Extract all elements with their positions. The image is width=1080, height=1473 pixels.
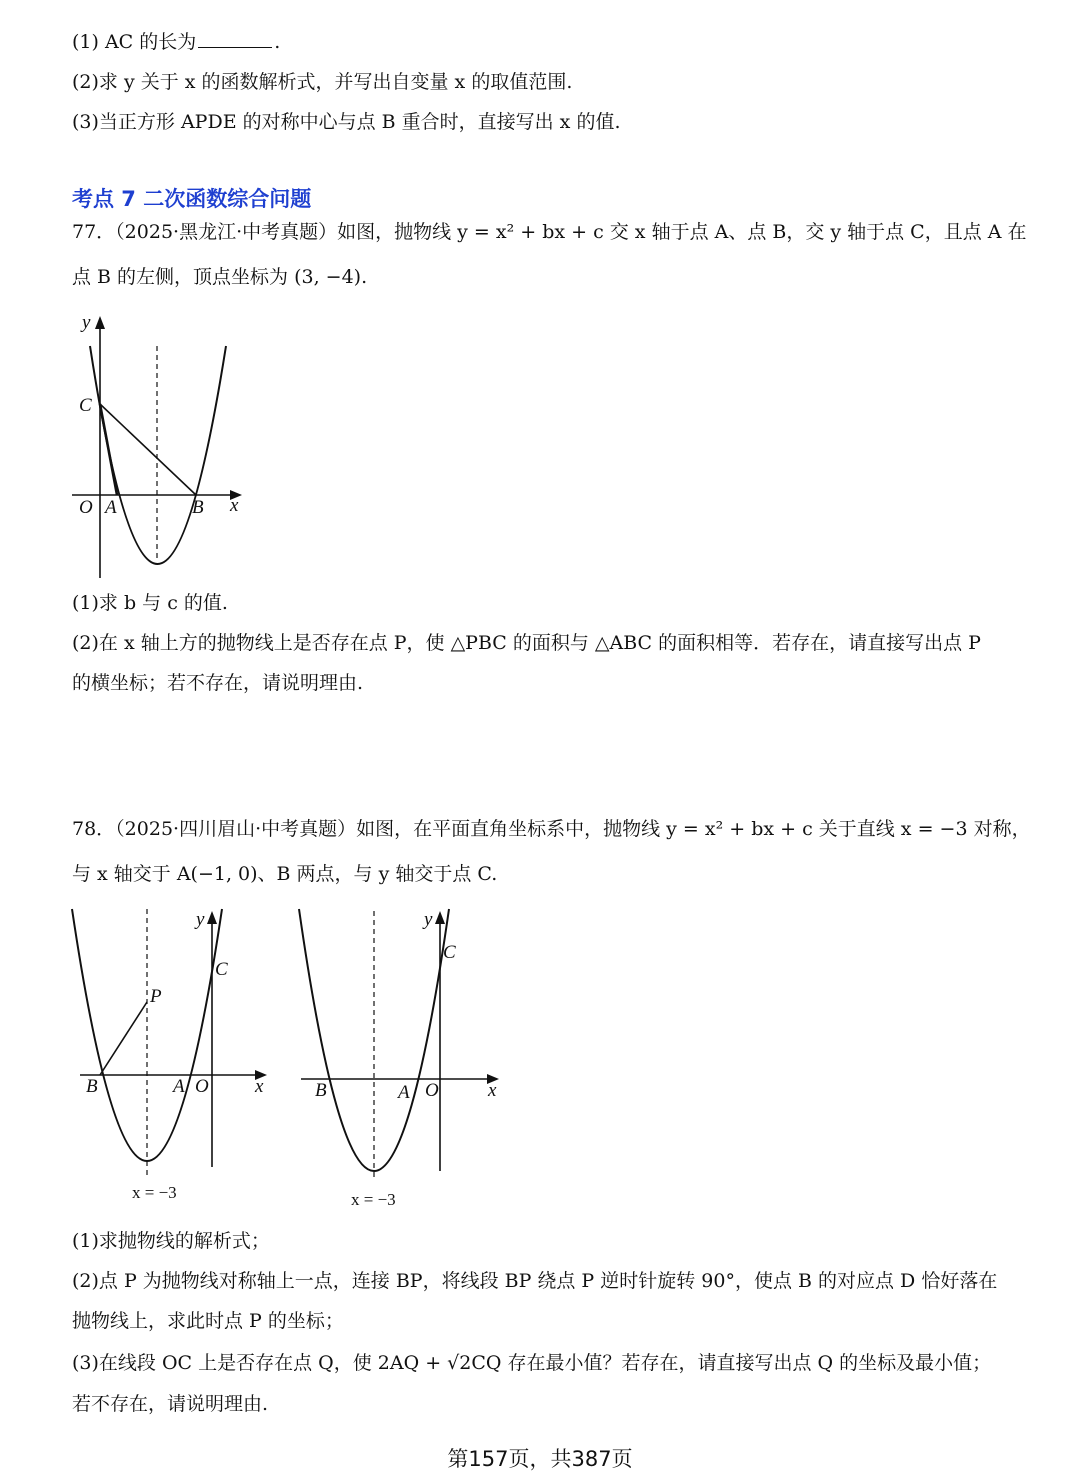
p78-figure-1 (70, 905, 280, 1205)
p78f2-label-A: A (398, 1082, 410, 1103)
p78f2-label-axis: x = −3 (351, 1190, 396, 1209)
p77-stem-line1: 77．（2025·黑龙江·中考真题）如图，抛物线 y = x² + bx + c 交 x 轴于点 A、点 B，交 y 轴于点 C，且点 A 在 (72, 221, 1027, 243)
p78f2-label-y: y (424, 909, 433, 930)
p78f1-label-C: C (215, 959, 228, 980)
p78f1-label-B: B (86, 1076, 98, 1097)
p78-stem-line1: 78．（2025·四川眉山·中考真题）如图，在平面直角坐标系中，抛物线 y = x² + bx + c 关于直线 x = −3 对称， (72, 818, 1031, 840)
section-heading: 考点 7 二次函数综合问题 (72, 187, 312, 211)
p78-q2-line2: 抛物线上，求此时点 P 的坐标； (72, 1310, 344, 1332)
p78f1-y-axis-arrow (207, 911, 217, 924)
p77-label-x: x (230, 495, 239, 516)
p78-stem-line2: 与 x 轴交于 A(−1, 0)、B 两点，与 y 轴交于点 C. (72, 863, 498, 885)
p78-q2-line1: (2)点 P 为抛物线对称轴上一点，连接 BP，将线段 BP 绕点 P 逆时针旋转 90°，使点 B 的对应点 D 恰好落在 (72, 1270, 998, 1292)
p78f1-segment-BP (100, 1002, 147, 1075)
p78f1-label-O: O (195, 1076, 209, 1097)
p78f1-label-y: y (196, 909, 205, 930)
p78f2-label-O: O (425, 1080, 439, 1101)
answer-blank[interactable] (198, 29, 272, 48)
p78f1-label-P: P (150, 986, 162, 1007)
p78-q1: (1)求抛物线的解析式； (72, 1230, 270, 1252)
p78-q3-line2: 若不存在，请说明理由. (72, 1393, 269, 1415)
p78f1-label-A: A (173, 1076, 185, 1097)
prev-q1-text: (1) AC 的长为 (72, 31, 197, 53)
p77-figure (70, 310, 260, 585)
p78f1-label-x: x (255, 1076, 264, 1097)
p78f2-label-B: B (315, 1080, 327, 1101)
page-footer: 第157页，共387页 (447, 1447, 633, 1471)
p77-q1: (1)求 b 与 c 的值. (72, 592, 228, 614)
prev-q1 (72, 29, 280, 55)
p77-label-B: B (192, 497, 204, 518)
p77-label-O: O (79, 497, 93, 518)
p77-q2-line2: 的横坐标；若不存在，请说明理由. (72, 672, 364, 694)
p78f2-y-axis-arrow (435, 911, 445, 924)
p77-q2-line1: (2)在 x 轴上方的抛物线上是否存在点 P，使 △PBC 的面积与 △ABC 的面积相等．若存在，请直接写出点 P (72, 632, 981, 654)
p78f2-label-C: C (443, 942, 456, 963)
prev-q2: (2)求 y 关于 x 的函数解析式，并写出自变量 x 的取值范围. (72, 71, 573, 93)
p77-y-axis-arrow (95, 316, 105, 329)
prev-q1-end: . (274, 31, 281, 53)
p78-q3-line1: (3)在线段 OC 上是否存在点 Q，使 2AQ + √2CQ 存在最小值？若存在，请直接写出点 Q 的坐标及最小值； (72, 1352, 992, 1374)
p77-stem-line2: 点 B 的左侧，顶点坐标为 (3, −4). (72, 266, 368, 288)
p78f1-label-axis: x = −3 (132, 1183, 177, 1202)
p78f2-label-x: x (488, 1080, 497, 1101)
p77-label-y: y (82, 312, 91, 333)
p77-label-A: A (105, 497, 117, 518)
p78-figure-2 (295, 905, 510, 1210)
prev-q3: (3)当正方形 APDE 的对称中心与点 B 重合时，直接写出 x 的值. (72, 111, 621, 133)
p77-label-C: C (79, 395, 92, 416)
